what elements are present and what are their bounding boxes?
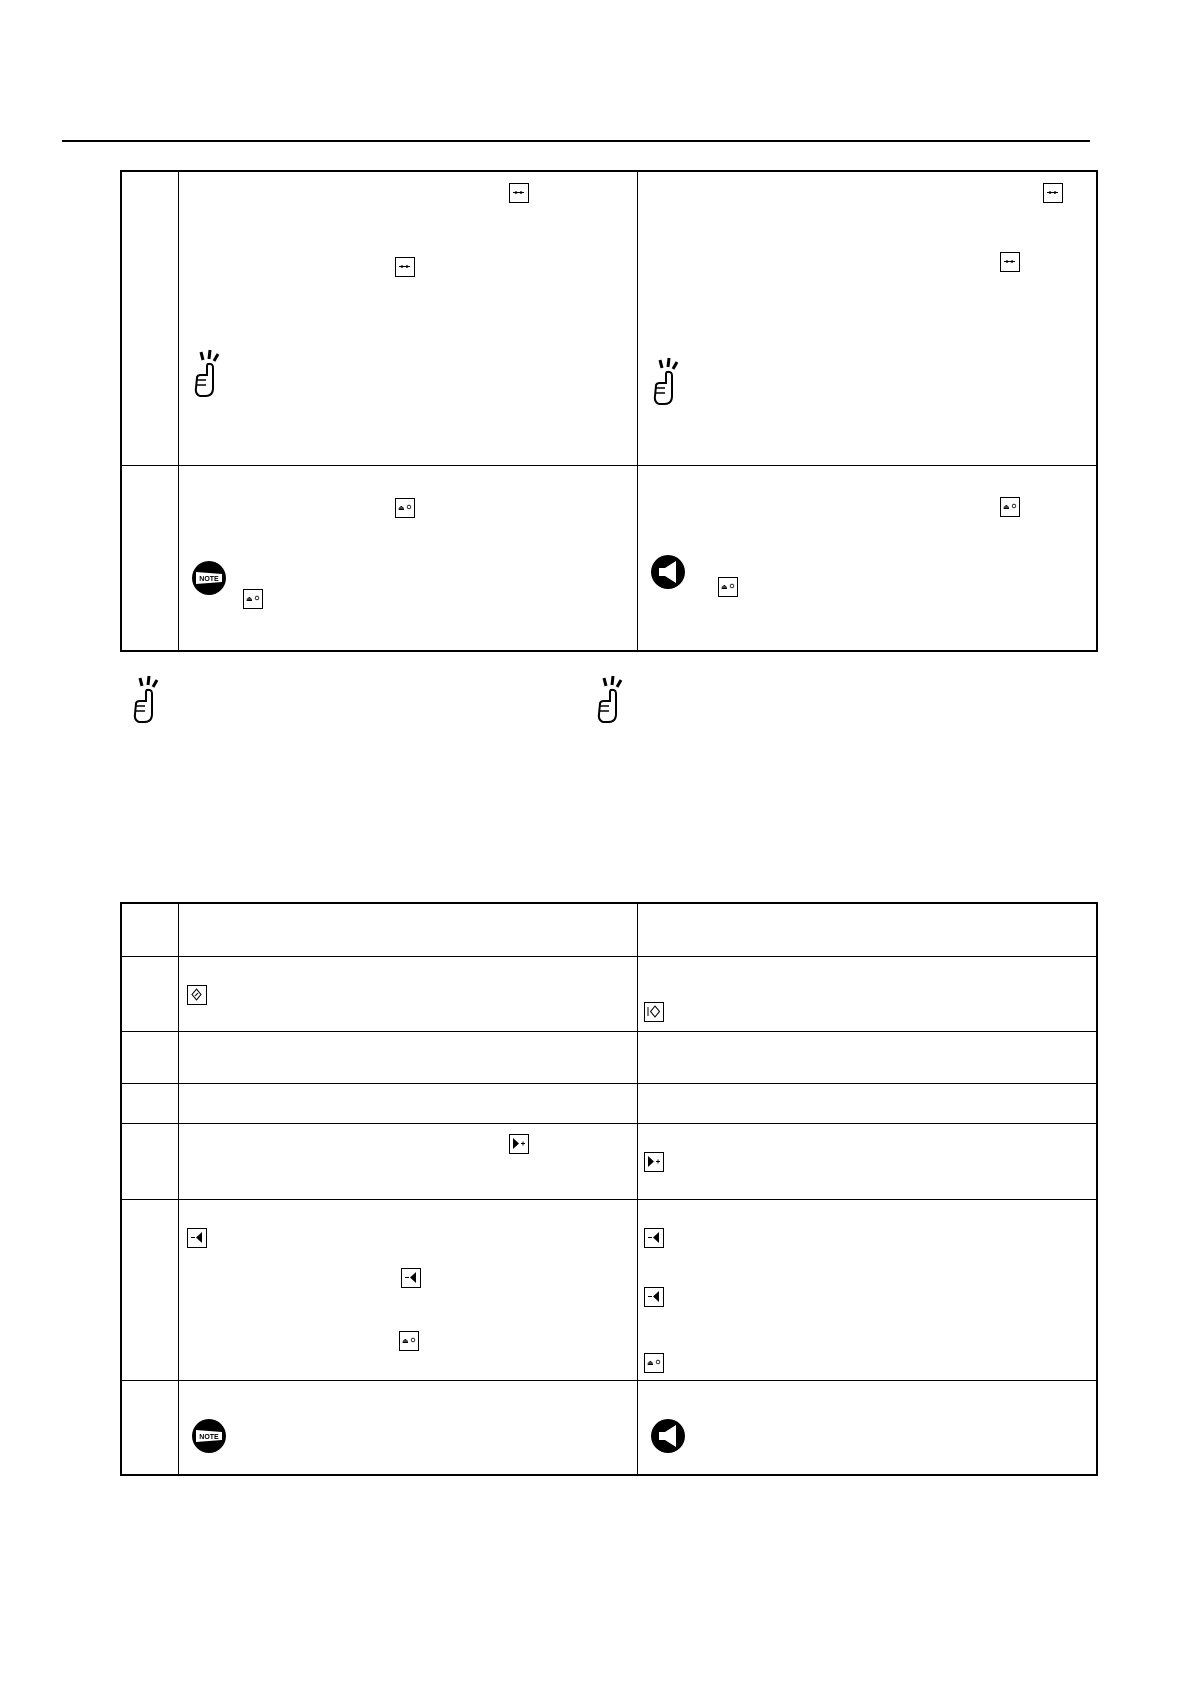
step-cell — [121, 465, 179, 651]
table-row — [121, 1083, 1097, 1123]
svg-text:⏏: ⏏ — [246, 594, 253, 603]
header-rule — [62, 140, 1090, 142]
table-row — [121, 1123, 1097, 1199]
svg-text:⏏: ⏏ — [398, 503, 405, 512]
feed-key-icon — [509, 183, 529, 203]
right-cell — [638, 1123, 1098, 1199]
table-row — [121, 1199, 1097, 1380]
jog-minus-key-icon — [401, 1268, 421, 1288]
right-cell — [638, 171, 1098, 465]
pointing-hand-icon — [650, 356, 684, 408]
cycle-start-key-icon — [399, 1331, 419, 1351]
left-cell — [179, 1380, 638, 1475]
table-row — [121, 903, 1097, 956]
pointing-hand-icon — [594, 674, 628, 726]
speaker-icon — [650, 554, 686, 590]
jog-minus-key-icon — [644, 1228, 664, 1248]
step-cell — [121, 1083, 179, 1123]
top-table — [120, 170, 1098, 652]
speaker-icon — [650, 1418, 686, 1454]
table-row — [121, 1380, 1097, 1475]
header-cell — [179, 903, 638, 956]
edit-key-icon — [644, 1002, 664, 1022]
feed-key-icon — [1000, 252, 1020, 272]
cycle-start-key-icon — [718, 577, 738, 597]
table-row — [121, 465, 1097, 651]
header-cell — [638, 903, 1098, 956]
right-cell — [638, 1083, 1098, 1123]
left-cell — [179, 171, 638, 465]
jog-plus-key-icon — [509, 1134, 529, 1154]
svg-text:⏏: ⏏ — [647, 1358, 654, 1367]
step-cell — [121, 1199, 179, 1380]
edit-key-icon — [187, 985, 207, 1005]
right-cell — [638, 1031, 1098, 1083]
step-cell — [121, 1123, 179, 1199]
cycle-start-key-icon — [243, 589, 263, 609]
feed-key-icon — [1043, 183, 1063, 203]
step-cell — [121, 1380, 179, 1475]
table-row — [121, 1031, 1097, 1083]
step-cell — [121, 1031, 179, 1083]
header-cell — [121, 903, 179, 956]
right-cell — [638, 465, 1098, 651]
note-badge-icon — [191, 1418, 227, 1454]
svg-text:⏏: ⏏ — [721, 582, 728, 591]
right-cell — [638, 956, 1098, 1031]
cycle-start-key-icon — [1000, 497, 1020, 517]
svg-text:⏏: ⏏ — [1003, 502, 1010, 511]
right-cell — [638, 1380, 1098, 1475]
bottom-table — [120, 902, 1098, 1476]
note-badge-label: NOTE — [199, 575, 219, 583]
pointing-hand-icon — [191, 348, 225, 400]
note-badge-icon — [191, 560, 227, 596]
jog-plus-key-icon — [644, 1152, 664, 1172]
svg-text:⏏: ⏏ — [402, 1336, 409, 1345]
note-badge-label: NOTE — [199, 1433, 219, 1441]
left-cell — [179, 956, 638, 1031]
jog-minus-key-icon — [187, 1228, 207, 1248]
table-row — [121, 171, 1097, 465]
jog-minus-key-icon — [644, 1287, 664, 1307]
left-cell — [179, 1031, 638, 1083]
feed-key-icon — [395, 257, 415, 277]
step-cell — [121, 171, 179, 465]
left-cell — [179, 1199, 638, 1380]
table-row — [121, 956, 1097, 1031]
step-cell — [121, 956, 179, 1031]
right-cell — [638, 1199, 1098, 1380]
cycle-start-key-icon — [644, 1353, 664, 1373]
left-cell — [179, 1083, 638, 1123]
pointing-hand-icon — [130, 674, 164, 726]
left-cell — [179, 1123, 638, 1199]
left-cell — [179, 465, 638, 651]
cycle-start-key-icon — [395, 498, 415, 518]
